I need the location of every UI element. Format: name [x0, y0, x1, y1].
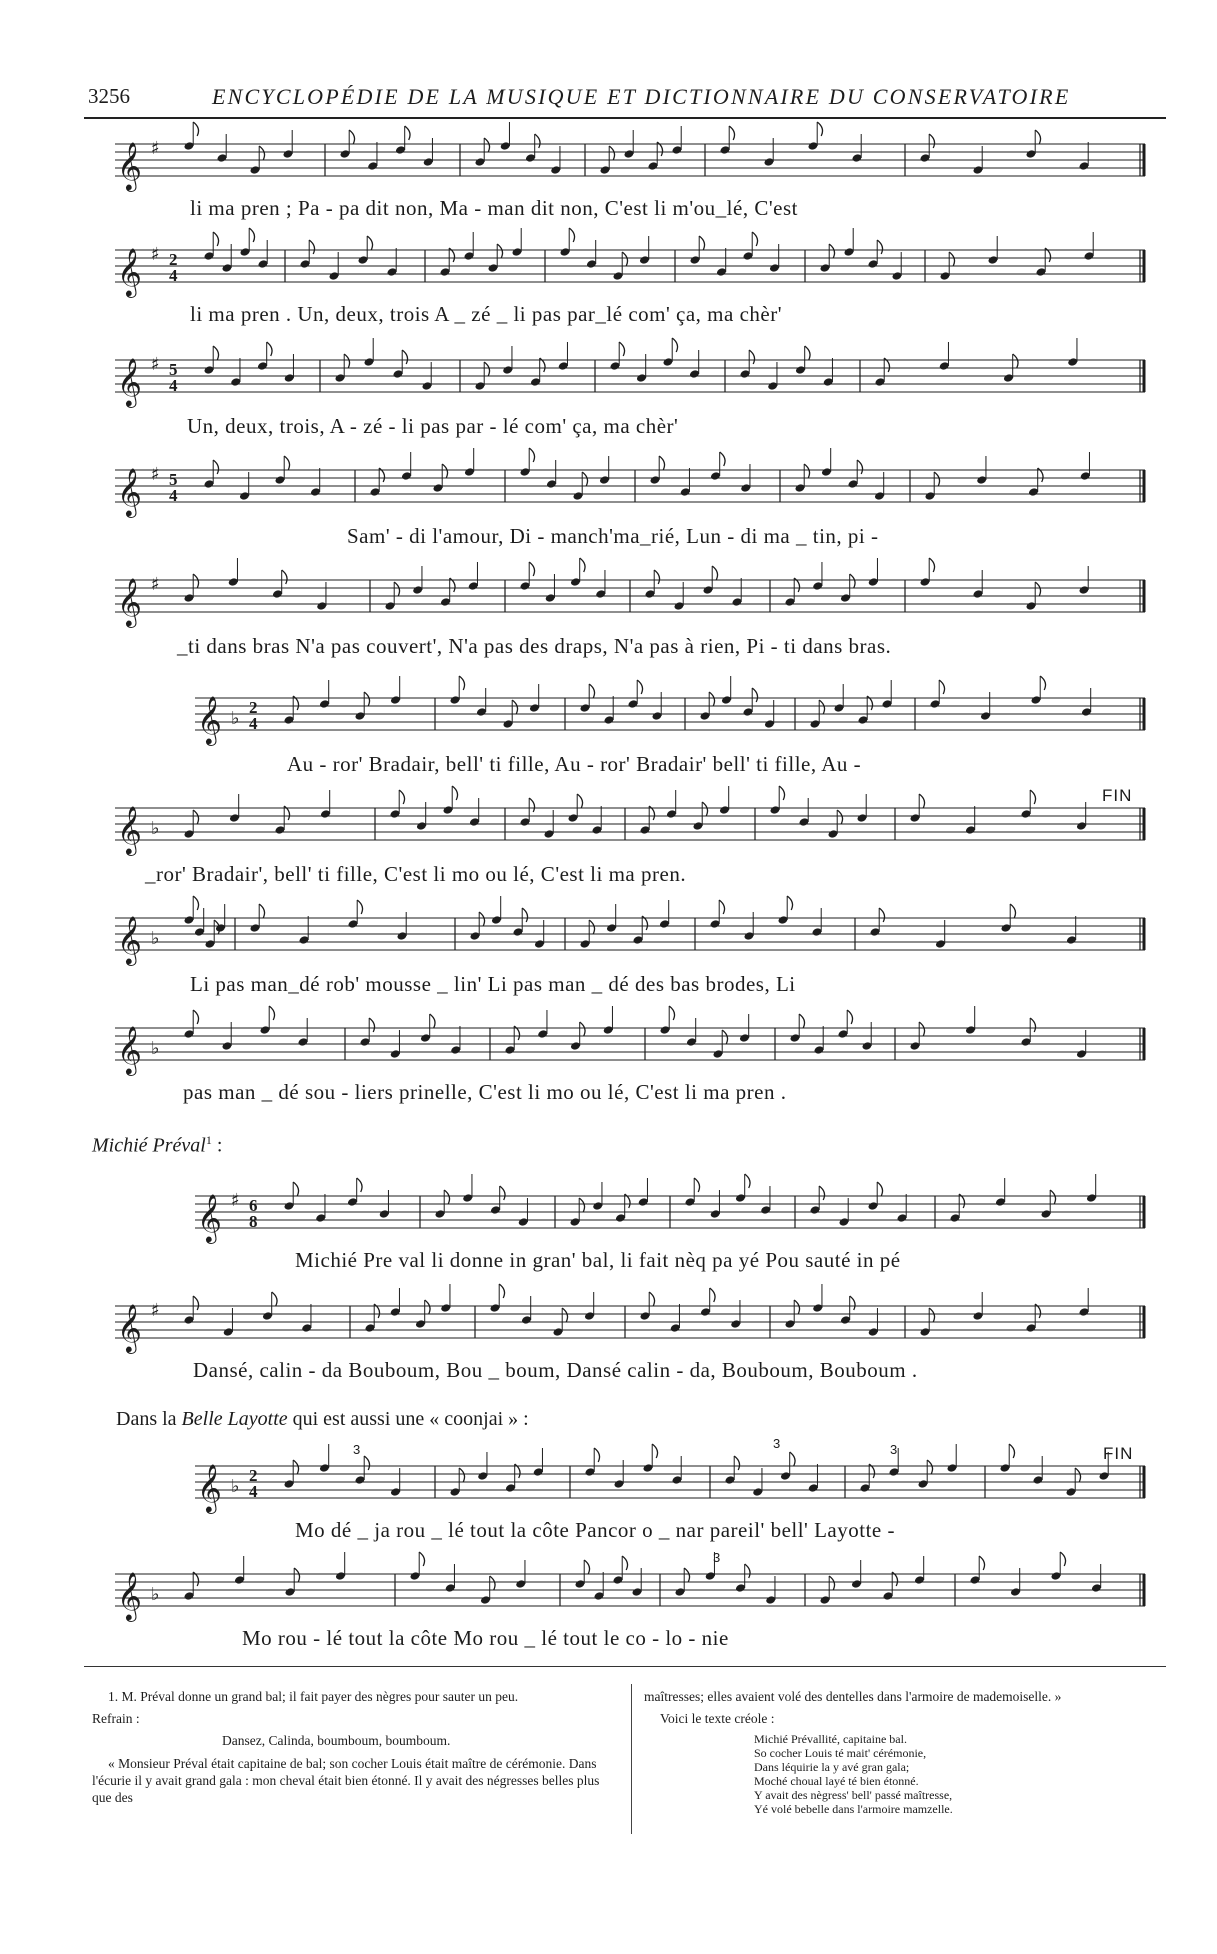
music-system-7 — [115, 786, 1145, 900]
music-system-13 — [115, 1550, 1145, 1666]
note-flag — [829, 1576, 834, 1590]
creole-line: Moché choual layé té bien étonné. — [754, 1774, 919, 1788]
staff-8 — [115, 910, 1145, 970]
flat-icon: ♭ — [151, 928, 160, 949]
note-flag — [529, 798, 534, 812]
time-signature-top: 5 — [169, 360, 178, 379]
music-system-10 — [195, 1188, 1145, 1288]
note-flag — [497, 244, 502, 258]
lyrics-line-7: _ror' Bradair', bell' ti fille, C'est li mo ou lé, C'est li ma pren. — [145, 862, 687, 886]
note-flag — [594, 1448, 599, 1462]
sharp-icon: ♯ — [151, 1300, 160, 1321]
time-signature-top: 2 — [249, 1466, 258, 1485]
treble-clef-icon: 𝄞 — [117, 1025, 142, 1074]
treble-clef-icon: 𝄞 — [117, 1571, 142, 1620]
note-flag — [927, 1460, 932, 1474]
refrain-text: Dansez, Calinda, boumboum, boumboum. — [222, 1733, 451, 1748]
note-flag — [442, 464, 447, 478]
staff-6 — [195, 690, 1145, 750]
note-flag — [579, 1198, 584, 1212]
time-signature-bottom: 4 — [249, 714, 258, 733]
lyrics-line-8: Li pas man_dé rob' mousse _ lin' Li pas man _ dé des bas brodes, Li — [190, 972, 796, 996]
belle-layotte-label — [116, 1408, 529, 1431]
note-flag — [702, 802, 707, 816]
running-title: ENCYCLOPÉDIE DE LA MUSIQUE ET DICTIONNAIRE DU CONSERVATOIRE — [212, 84, 1071, 109]
note-flag — [309, 240, 314, 254]
note-flag — [939, 680, 944, 694]
staff-10 — [195, 1188, 1145, 1248]
music-system-1 — [115, 136, 1145, 236]
note-flag — [484, 138, 489, 152]
sharp-icon: ♯ — [151, 138, 160, 159]
note-flag — [622, 252, 627, 266]
note-flag — [979, 1556, 984, 1570]
time-signature-bottom: 4 — [249, 1482, 258, 1501]
flat-icon: ♭ — [151, 818, 160, 839]
note-flag — [584, 1560, 589, 1574]
staff-1 — [115, 136, 1145, 196]
treble-clef-icon: 𝄞 — [117, 357, 142, 406]
lyrics-line-11: Dansé, calin - da Bouboum, Bou _ boum, Dansé calin - da, Bouboum, Bouboum . — [193, 1358, 918, 1382]
treble-clef-icon: 𝄞 — [197, 1193, 222, 1242]
time-signature-bottom: 8 — [249, 1212, 258, 1231]
note-flag — [719, 900, 724, 914]
note-flag — [577, 794, 582, 808]
note-flag — [1035, 582, 1040, 596]
note-flag — [589, 684, 594, 698]
note-flag — [709, 692, 714, 706]
note-flag — [364, 1456, 369, 1470]
note-flag — [1050, 1190, 1055, 1204]
note-flag — [919, 794, 924, 808]
note-flag — [399, 790, 404, 804]
layotte-prefix: Dans la — [116, 1408, 182, 1430]
note-flag — [213, 460, 218, 474]
note-flag — [879, 908, 884, 922]
note-flag — [699, 236, 704, 250]
note-flag — [394, 582, 399, 596]
note-flag — [535, 134, 540, 148]
note-flag — [949, 252, 954, 266]
note-flag — [284, 456, 289, 470]
note-flag — [857, 460, 862, 474]
note-flag — [1075, 1468, 1080, 1482]
note-flag — [193, 810, 198, 824]
note-flag — [877, 1182, 882, 1196]
note-flag — [293, 1460, 298, 1474]
note-flag — [259, 146, 264, 160]
note-flag — [500, 1186, 505, 1200]
note-flag — [1009, 1444, 1014, 1458]
triplet-mark: 3 — [353, 1442, 361, 1457]
treble-clef-icon: 𝄞 — [117, 1303, 142, 1352]
treble-clef-icon: 𝄞 — [117, 247, 142, 296]
music-system-4 — [115, 462, 1145, 562]
time-signature-bottom: 4 — [169, 486, 178, 505]
note-flag — [877, 240, 882, 254]
note-flag — [712, 566, 717, 580]
note-flag — [193, 574, 198, 588]
note-flag — [619, 342, 624, 356]
note-flag — [710, 1288, 715, 1302]
note-flag — [819, 1186, 824, 1200]
layotte-title: Belle Layotte — [181, 1408, 288, 1430]
note-flag — [259, 904, 264, 918]
lyrics-line-13: Mo rou - lé tout la côte Mo rou _ lé tout le co - lo - nie — [242, 1626, 729, 1650]
flat-icon: ♭ — [231, 1476, 240, 1497]
sharp-icon: ♯ — [151, 244, 160, 265]
page-number: 3256 — [88, 84, 130, 108]
note-flag — [847, 1010, 852, 1024]
staff-4 — [115, 462, 1145, 522]
note-flag — [582, 472, 587, 486]
footnote-left-column — [92, 1688, 622, 1811]
note-flag — [459, 1468, 464, 1482]
note-flag — [790, 1452, 795, 1466]
staff-11 — [115, 1298, 1145, 1358]
lyrics-line-12: Mo dé _ ja rou _ lé tout la côte Pancor o _ nar pareil' bell' Layotte - — [295, 1518, 895, 1542]
note-flag — [837, 810, 842, 824]
creole-line: So cocher Louis té mait' cérémonie, — [754, 1746, 927, 1760]
staff-2 — [115, 242, 1145, 302]
note-flag — [649, 1292, 654, 1306]
note-flag — [430, 1014, 435, 1028]
treble-clef-icon: 𝄞 — [197, 695, 222, 744]
note-flag — [850, 574, 855, 588]
note-flag — [654, 570, 659, 584]
creole-line: Y avait des nègress' bell' passé maîtresse, — [754, 1788, 953, 1802]
note-flag — [805, 346, 810, 360]
time-signature-bottom: 4 — [169, 266, 178, 285]
sharp-icon: ♯ — [151, 354, 160, 375]
note-flag — [193, 122, 198, 136]
footnote-rule — [84, 1666, 1166, 1667]
note-flag — [609, 146, 614, 160]
treble-clef-icon: 𝄞 — [117, 577, 142, 626]
footnote-column-divider — [631, 1684, 632, 1834]
note-flag — [799, 1014, 804, 1028]
music-system-3 — [115, 352, 1145, 452]
lyrics-line-2: li ma pren . Un, deux, trois A _ zé _ li pas par_lé com' ça, ma chèr' — [190, 302, 782, 326]
staff-3 — [115, 352, 1145, 412]
note-flag — [369, 1018, 374, 1032]
lyrics-line-4: Sam' - di l'amour, Di - manch'ma_rié, Lun - di ma _ tin, pi - — [347, 524, 879, 548]
note-flag — [444, 1190, 449, 1204]
staff-12 — [195, 1458, 1145, 1518]
time-signature-bottom: 4 — [169, 376, 178, 395]
footnote-ref: 1 — [205, 1133, 212, 1147]
time-signature-top: 2 — [169, 250, 178, 269]
creole-label: Voici le texte créole : — [660, 1711, 775, 1726]
note-flag — [512, 700, 517, 714]
time-signature-top: 5 — [169, 470, 178, 489]
note-flag — [213, 346, 218, 360]
sharp-icon: ♯ — [151, 464, 160, 485]
note-flag — [622, 1556, 627, 1570]
note-flag — [367, 236, 372, 250]
note-flag — [1035, 130, 1040, 144]
note-flag — [193, 1010, 198, 1024]
note-flag — [282, 570, 287, 584]
note-flag — [794, 1300, 799, 1314]
music-system-2 — [115, 242, 1145, 342]
note-flag — [745, 1564, 750, 1578]
note-flag — [817, 122, 822, 136]
treble-clef-icon: 𝄞 — [117, 915, 142, 964]
flat-icon: ♭ — [231, 708, 240, 729]
lyrics-line-3: Un, deux, trois, A - zé - li pas par - lé com' ça, ma chèr' — [187, 414, 679, 438]
note-flag — [459, 676, 464, 690]
note-flag — [425, 1300, 430, 1314]
creole-line: Michié Prévallité, capitaine bal. — [754, 1732, 907, 1746]
treble-clef-icon: 𝄞 — [117, 805, 142, 854]
music-system-12 — [195, 1436, 1145, 1558]
michie-preval-label — [92, 1133, 222, 1158]
note-flag — [919, 1022, 924, 1036]
note-flag — [752, 688, 757, 702]
lyrics-line-10: Michié Pre val li donne in gran' bal, li fait nèq pa yé Pou sauté in pé — [295, 1248, 901, 1272]
note-flag — [1010, 904, 1015, 918]
music-system-5 — [115, 572, 1145, 672]
music-system-8 — [115, 910, 1145, 1010]
note-flag — [804, 464, 809, 478]
note-flag — [357, 900, 362, 914]
treble-clef-icon: 𝄞 — [117, 141, 142, 190]
note-flag — [819, 700, 824, 714]
creole-text — [644, 1732, 1164, 1816]
music-system-9 — [115, 1020, 1145, 1120]
note-flag — [850, 1296, 855, 1310]
note-flag — [829, 244, 834, 258]
note-flag — [344, 354, 349, 368]
header-rule — [84, 117, 1166, 119]
footnote-right-column — [644, 1688, 1164, 1816]
note-flag — [1013, 354, 1018, 368]
fin-marker: FIN — [1102, 786, 1133, 805]
michie-title: Michié Préval — [92, 1134, 206, 1157]
quote-start: « Monsieur Préval était capitaine de bal; son cocher Louis était maître de cérémonie. Dans l'écurie il y avait grand gala : mon cheval était bien étonné. Il y avait des négresses belles plus que des — [92, 1756, 600, 1805]
note-flag — [402, 350, 407, 364]
note-flag — [1030, 790, 1035, 804]
note-flag — [720, 452, 725, 466]
triplet-mark: 3 — [890, 1442, 898, 1457]
note-flag — [589, 920, 594, 934]
note-flag — [722, 1030, 727, 1044]
page-header — [84, 84, 1166, 120]
note-flag — [659, 456, 664, 470]
treble-clef-icon: 𝄞 — [117, 467, 142, 516]
note-flag — [934, 472, 939, 486]
note-flag — [267, 342, 272, 356]
lyrics-line-9: pas man _ dé sou - liers prinelle, C'est li mo ou lé, C'est li ma pren . — [183, 1080, 787, 1104]
note-flag — [652, 1444, 657, 1458]
lyrics-line-5: _ti dans bras N'a pas couvert', N'a pas des draps, N'a pas à rien, Pi - ti dans bras. — [177, 634, 892, 658]
note-flag — [479, 912, 484, 926]
note-flag — [349, 130, 354, 144]
note-flag — [294, 1568, 299, 1582]
note-flag — [734, 1456, 739, 1470]
note-flag — [1030, 1018, 1035, 1032]
staff-13 — [115, 1566, 1145, 1626]
layotte-suffix: qui est aussi une « coonjai » : — [287, 1408, 529, 1430]
fin-marker: FIN — [1103, 1444, 1134, 1463]
note-flag — [405, 126, 410, 140]
note-flag — [749, 350, 754, 364]
note-flag — [529, 562, 534, 576]
note-flag — [490, 1576, 495, 1590]
note-flag — [484, 362, 489, 376]
treble-clef-icon: 𝄞 — [197, 1463, 222, 1512]
lyrics-line-1: li ma pren ; Pa - pa dit non, Ma - man dit non, C'est li m'ou_lé, C'est — [190, 196, 798, 220]
note-flag — [929, 1308, 934, 1322]
note-flag — [293, 1182, 298, 1196]
note-flag — [929, 134, 934, 148]
note-flag — [729, 126, 734, 140]
triplet-mark: 3 — [713, 1550, 721, 1565]
michie-colon: : — [211, 1134, 223, 1157]
note-flag — [522, 908, 527, 922]
staff-7 — [115, 800, 1145, 860]
note-flag — [1040, 676, 1045, 690]
music-system-11 — [115, 1298, 1145, 1398]
quote-end: maîtresses; elles avaient volé des dentelles dans l'armoire de mademoiselle. » — [644, 1689, 1062, 1704]
note-flag — [562, 1308, 567, 1322]
music-system-6 — [195, 690, 1145, 790]
flat-icon: ♭ — [151, 1038, 160, 1059]
note-flag — [745, 1174, 750, 1188]
staff-9 — [115, 1020, 1145, 1080]
creole-line: Dans léquirie la y avé gran gala; — [754, 1760, 910, 1774]
note-flag — [694, 1178, 699, 1192]
lyrics-line-6: Au - ror' Bradair, bell' ti fille, Au - ror' Bradair' bell' ti fille, Au - — [287, 752, 862, 776]
staff-5 — [115, 572, 1145, 632]
flat-icon: ♭ — [151, 1584, 160, 1605]
note-flag — [272, 1292, 277, 1306]
sharp-icon: ♯ — [151, 574, 160, 595]
note-flag — [357, 1178, 362, 1192]
refrain-label: Refrain : — [92, 1711, 140, 1726]
time-signature-top: 2 — [249, 698, 258, 717]
sharp-icon: ♯ — [231, 1190, 240, 1211]
note-flag — [580, 1022, 585, 1036]
time-signature-top: 6 — [249, 1196, 258, 1215]
note-flag — [364, 692, 369, 706]
note-flag — [637, 680, 642, 694]
triplet-mark: 3 — [773, 1436, 781, 1451]
footnote-1: 1. M. Préval donne un grand bal; il fait payer des nègres pour sauter un peu. — [108, 1689, 519, 1704]
note-flag — [684, 1568, 689, 1582]
note-flag — [193, 1296, 198, 1310]
creole-line: Yé volé bebelle dans l'armoire mamzelle. — [754, 1802, 953, 1816]
